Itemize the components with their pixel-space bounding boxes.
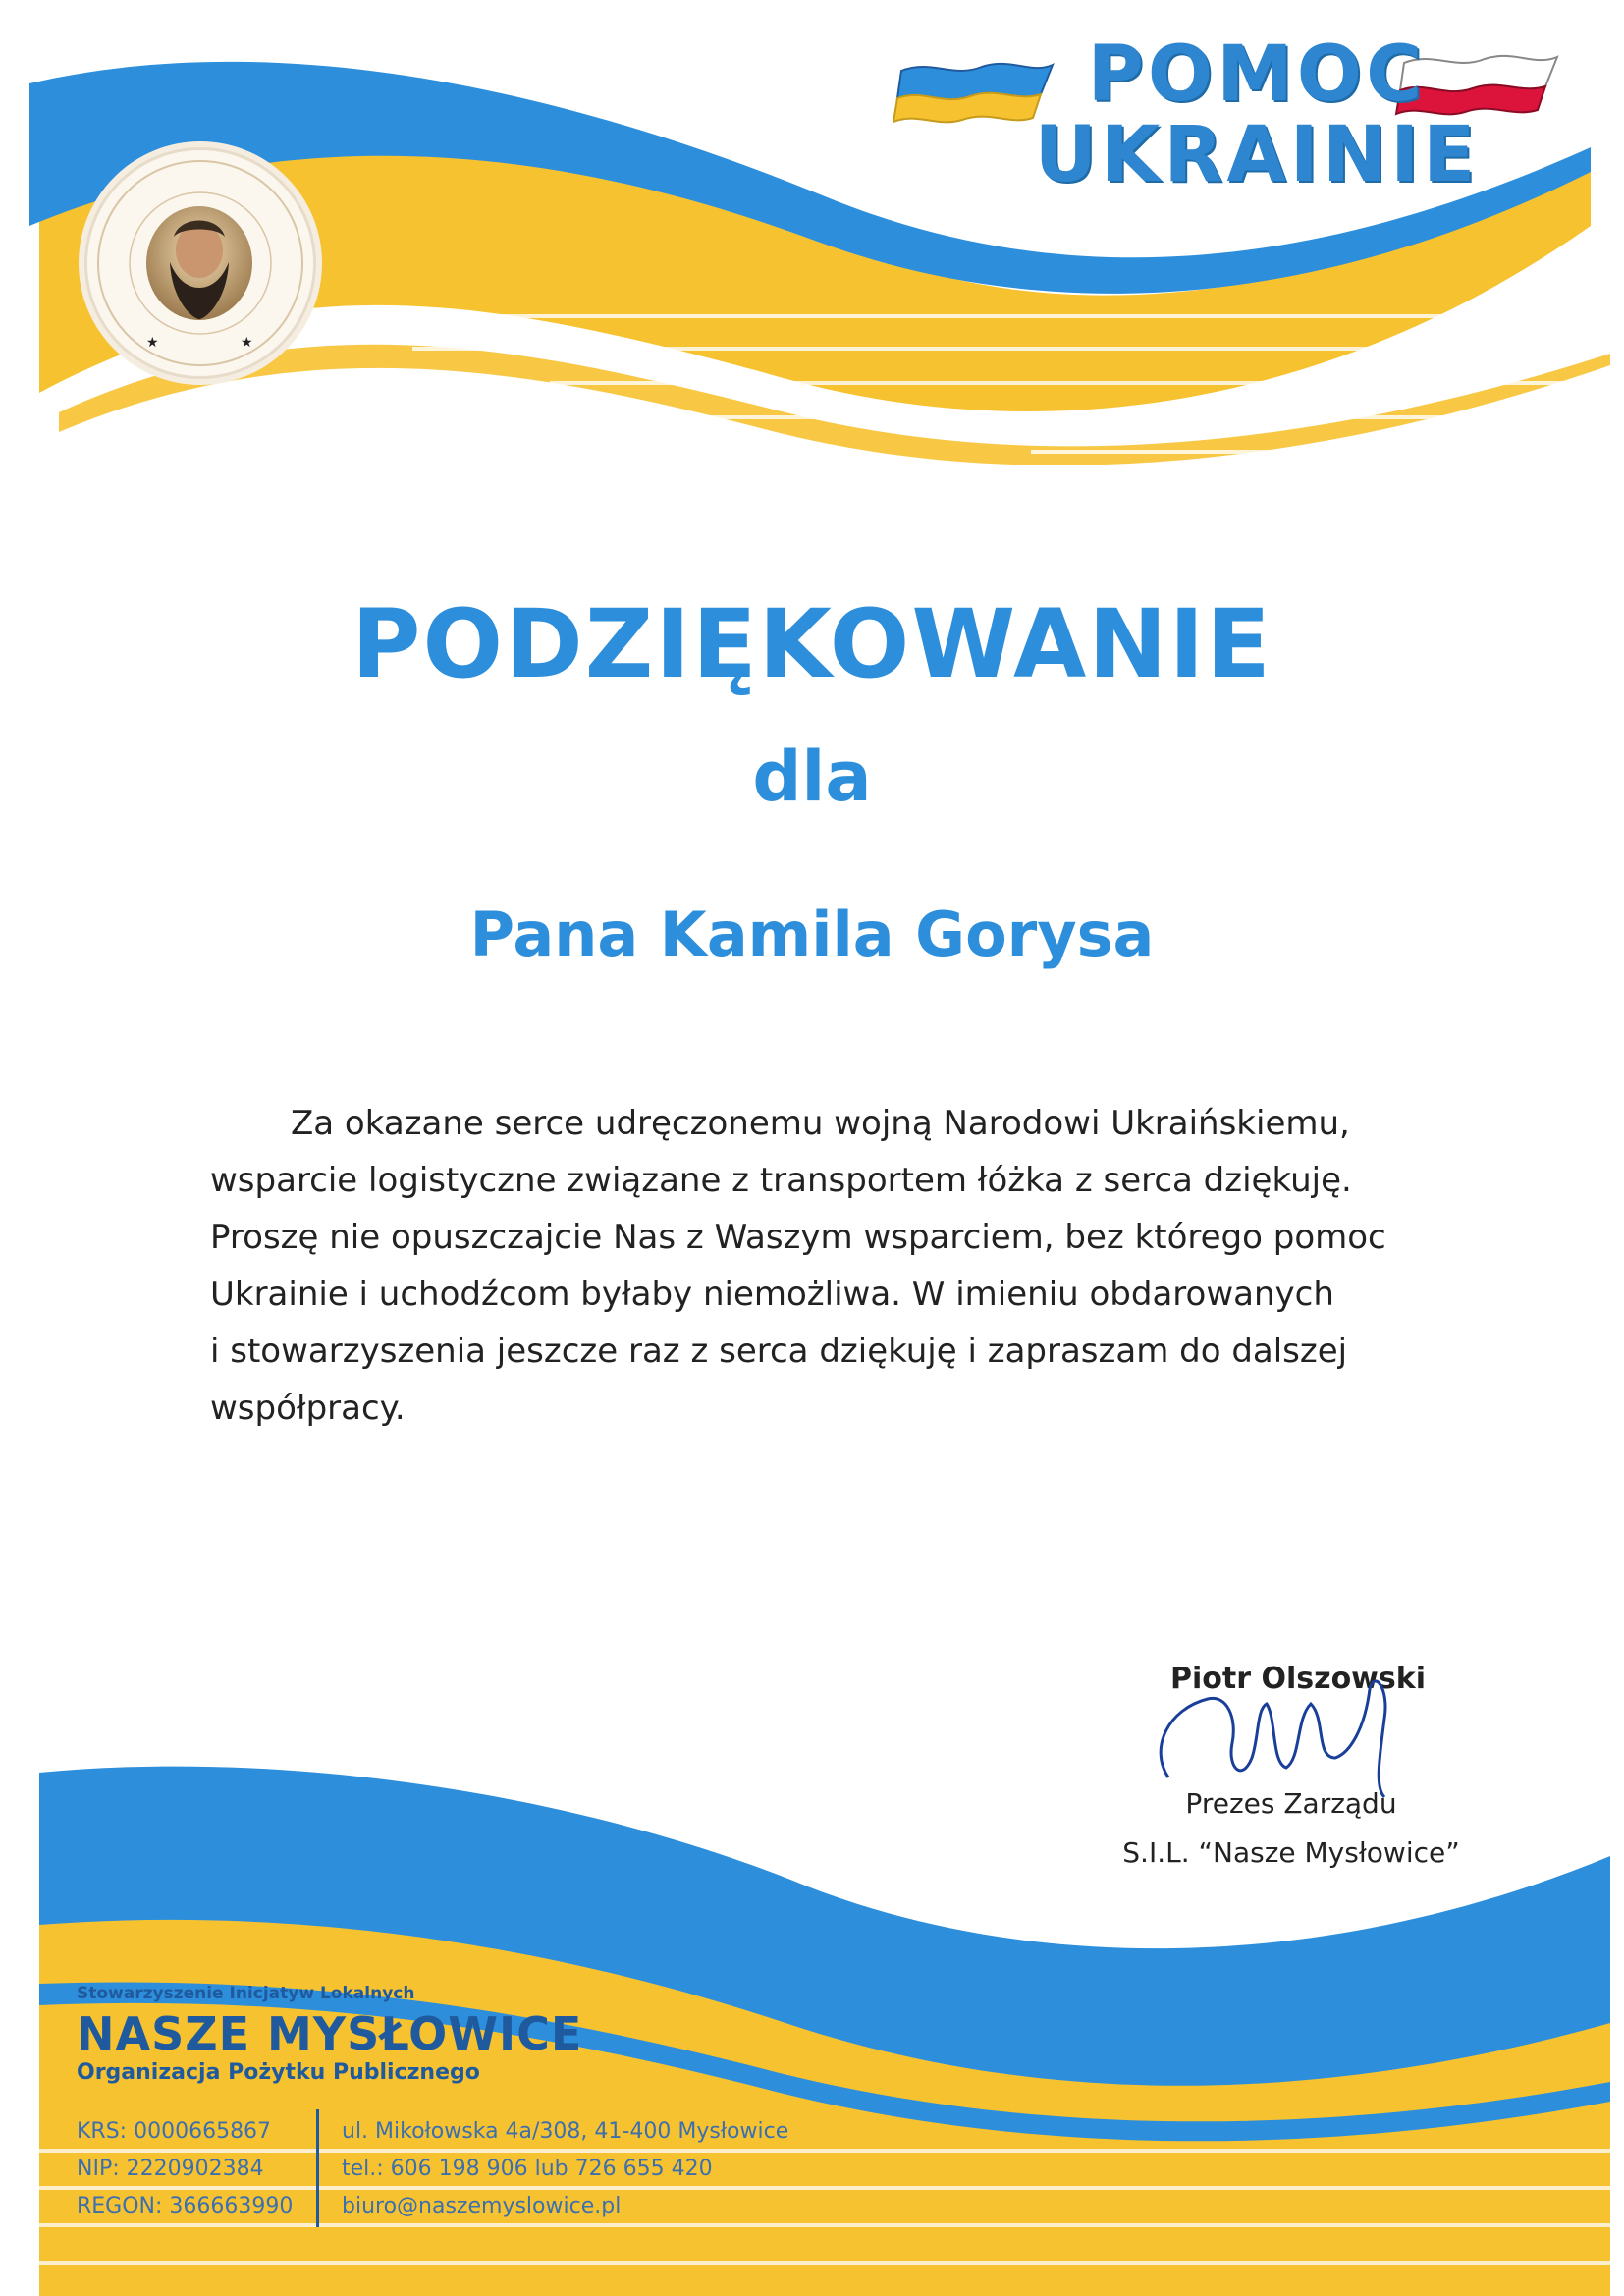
title-line-2: UKRAINIE xyxy=(1034,110,1480,199)
seal-portrait-image xyxy=(144,203,254,323)
address: ul. Mikołowska 4a/308, 41-400 Mysłowice xyxy=(342,2119,789,2144)
association-seal-logo xyxy=(84,147,316,379)
body-line: Ukrainie i uchodźcom byłaby niemożliwa. W imieniu obdarowanych xyxy=(210,1275,1334,1314)
recipient-name: Pana Kamila Gorysa xyxy=(469,899,1155,970)
krs-number: KRS: 0000665867 xyxy=(77,2119,272,2144)
footer-contact xyxy=(342,2113,788,2225)
regon-number: REGON: 366663990 xyxy=(77,2194,294,2218)
letter-body xyxy=(210,1095,1437,1437)
pomoc-ukrainie-title xyxy=(1021,30,1492,199)
footer-registration xyxy=(77,2113,293,2225)
signatory-title: Prezes Zarządu xyxy=(1185,1787,1397,1820)
svg-text:★: ★ xyxy=(146,335,159,351)
signatory-name: Piotr Olszowski xyxy=(1170,1662,1426,1696)
body-line: wsparcie logistyczne związane z transportem łóżka z serca dziękuję. xyxy=(210,1161,1352,1200)
org-small-label: Stowarzyszenie Inicjatyw Lokalnych xyxy=(77,1984,415,2003)
footer-organization xyxy=(77,1984,582,2085)
body-line: i stowarzyszenia jeszcze raz z serca dziękuję i zapraszam do dalszej xyxy=(210,1332,1348,1371)
body-line: współpracy. xyxy=(210,1389,406,1428)
footer-divider xyxy=(316,2109,319,2227)
signatory-org: S.I.L. “Nasze Mysłowice” xyxy=(1122,1836,1460,1869)
email-link[interactable]: biuro@naszemyslowice.pl xyxy=(342,2194,622,2218)
org-name: NASZE MYSŁOWICE xyxy=(77,2007,583,2060)
title-for: dla xyxy=(752,737,872,817)
org-type: Organizacja Pożytku Publicznego xyxy=(77,2060,480,2085)
title-line-1: POMOC xyxy=(1087,30,1427,119)
document-title: PODZIĘKOWANIE xyxy=(352,589,1272,699)
nip-number: NIP: 2220902384 xyxy=(77,2157,264,2181)
body-line: Za okazane serce udręczonemu wojną Narodowi Ukraińskiemu, xyxy=(291,1104,1350,1143)
body-line: Proszę nie opuszczajcie Nas z Waszym wsparciem, bez którego pomoc xyxy=(210,1218,1386,1257)
phone: tel.: 606 198 906 lub 726 655 420 xyxy=(342,2157,713,2181)
svg-text:★: ★ xyxy=(241,335,253,351)
signatory-role xyxy=(1110,1779,1473,1878)
